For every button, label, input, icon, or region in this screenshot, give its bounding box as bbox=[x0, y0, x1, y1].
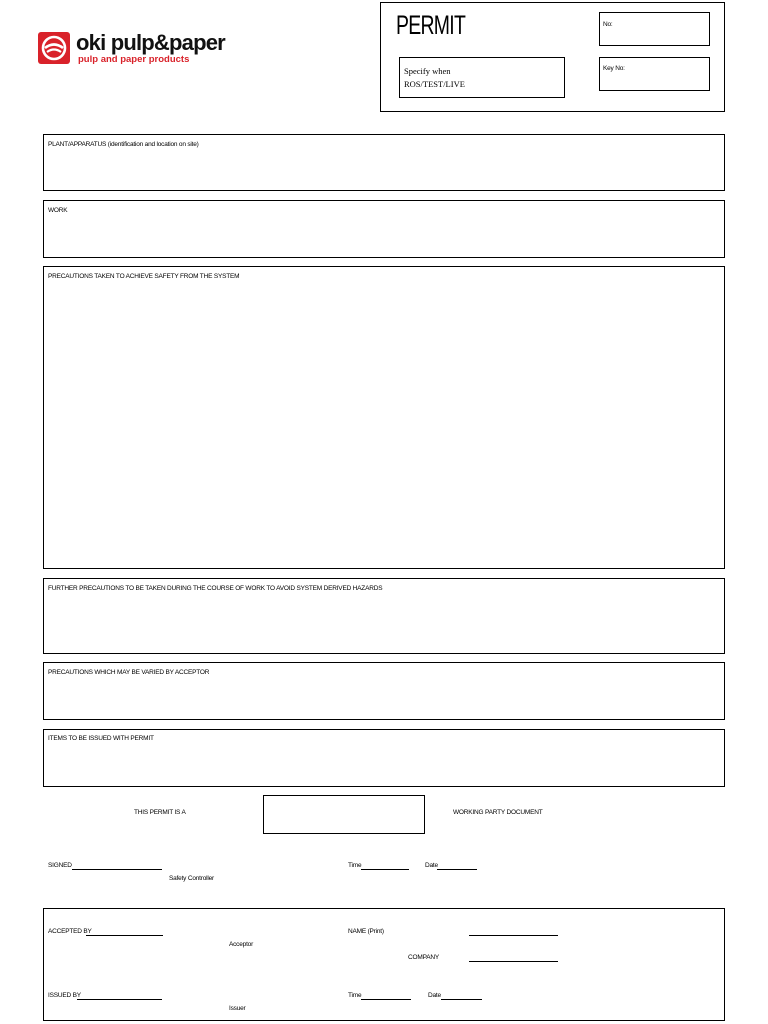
issued-time-line[interactable] bbox=[361, 999, 411, 1000]
precautions-label: PRECAUTIONS TAKEN TO ACHIEVE SAFETY FROM THE SYSTEM bbox=[48, 273, 240, 280]
permit-type-field[interactable] bbox=[263, 795, 425, 834]
accepted-by-label: ACCEPTED BY bbox=[48, 928, 92, 935]
specify-options: ROS/TEST/LIVE bbox=[404, 79, 465, 89]
acceptor-label: Acceptor bbox=[229, 941, 254, 948]
signed-label: SIGNED bbox=[48, 862, 72, 869]
specify-mode-field[interactable] bbox=[399, 57, 565, 98]
signed-date-line[interactable] bbox=[437, 869, 477, 870]
permit-statement-prefix: THIS PERMIT IS A bbox=[134, 809, 186, 816]
items-issued-label: ITEMS TO BE ISSUED WITH PERMIT bbox=[48, 735, 154, 742]
signed-line[interactable] bbox=[72, 869, 162, 870]
signed-time-line[interactable] bbox=[361, 869, 409, 870]
logo-tagline: pulp and paper products bbox=[78, 54, 190, 65]
issued-date-label: Date bbox=[428, 992, 441, 999]
issued-by-line[interactable] bbox=[77, 999, 162, 1000]
permit-statement-suffix: WORKING PARTY DOCUMENT bbox=[453, 809, 543, 816]
name-print-label: NAME (Print) bbox=[348, 928, 384, 935]
work-field[interactable] bbox=[43, 200, 725, 258]
company-line[interactable] bbox=[469, 961, 558, 962]
logo-brand: oki pulp&paper bbox=[76, 30, 225, 55]
accepted-by-line[interactable] bbox=[86, 935, 163, 936]
plant-apparatus-label: PLANT/APPARATUS (identification and location on site) bbox=[48, 141, 199, 148]
issuer-label: Issuer bbox=[229, 1005, 246, 1012]
safety-controller-label: Safety Controller bbox=[169, 875, 215, 882]
page-title: PERMIT bbox=[396, 10, 466, 40]
further-precautions-label: FURTHER PRECAUTIONS TO BE TAKEN DURING THE COURSE OF WORK TO AVOID SYSTEM DERIVED HAZARDS bbox=[48, 585, 383, 592]
issued-time-label: Time bbox=[348, 992, 362, 999]
key-no-field[interactable] bbox=[599, 57, 710, 91]
name-print-line[interactable] bbox=[469, 935, 558, 936]
work-label: WORK bbox=[48, 207, 68, 214]
precautions-field[interactable] bbox=[43, 266, 725, 569]
specify-label: Specify when bbox=[404, 66, 451, 76]
acceptance-box bbox=[43, 908, 725, 1021]
issued-date-line[interactable] bbox=[441, 999, 482, 1000]
key-no-label: Key No: bbox=[603, 65, 625, 72]
logo-mark-icon bbox=[38, 32, 70, 64]
varied-precautions-label: PRECAUTIONS WHICH MAY BE VARIED BY ACCEPTOR bbox=[48, 669, 210, 676]
permit-no-field[interactable] bbox=[599, 12, 710, 46]
signed-time-label: Time bbox=[348, 862, 362, 869]
permit-no-label: No: bbox=[603, 21, 613, 28]
signed-date-label: Date bbox=[425, 862, 438, 869]
company-label: COMPANY bbox=[408, 954, 439, 961]
issued-by-label: ISSUED BY bbox=[48, 992, 81, 999]
